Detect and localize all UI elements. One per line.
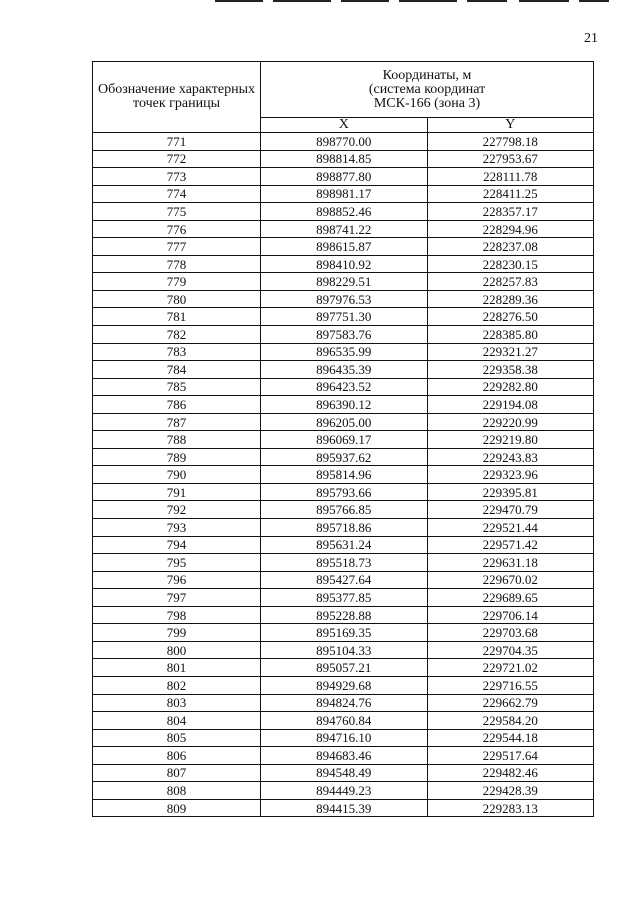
table-row xyxy=(93,290,594,308)
cell-y: 229194.08 xyxy=(427,396,594,414)
cell-x: 898814.85 xyxy=(261,150,428,168)
cell-x: 895718.86 xyxy=(261,519,428,537)
cell-y: 229706.14 xyxy=(427,606,594,624)
cell-x: 898410.92 xyxy=(261,255,428,273)
table-row xyxy=(93,694,594,712)
cell-point: 784 xyxy=(93,361,261,379)
cell-y: 229395.81 xyxy=(427,483,594,501)
cell-point: 804 xyxy=(93,712,261,730)
cell-y: 229662.79 xyxy=(427,694,594,712)
cell-x: 894929.68 xyxy=(261,676,428,694)
cell-y: 229631.18 xyxy=(427,554,594,572)
cell-y: 228276.50 xyxy=(427,308,594,326)
cell-point: 773 xyxy=(93,168,261,186)
table-row xyxy=(93,133,594,151)
cell-y: 229428.39 xyxy=(427,782,594,800)
cell-y: 228411.25 xyxy=(427,185,594,203)
cell-x: 894449.23 xyxy=(261,782,428,800)
cell-point: 797 xyxy=(93,589,261,607)
cell-y: 229584.20 xyxy=(427,712,594,730)
cell-y: 228294.96 xyxy=(427,220,594,238)
cell-point: 805 xyxy=(93,729,261,747)
cell-point: 778 xyxy=(93,255,261,273)
cell-point: 808 xyxy=(93,782,261,800)
cell-y: 227953.67 xyxy=(427,150,594,168)
table-row xyxy=(93,676,594,694)
table-row xyxy=(93,448,594,466)
table-row xyxy=(93,712,594,730)
cell-x: 898981.17 xyxy=(261,185,428,203)
coord-header-line2: (система координат xyxy=(368,81,486,97)
table-row xyxy=(93,501,594,519)
page-number: 21 xyxy=(584,31,598,46)
table-body xyxy=(93,133,594,817)
cell-y: 228289.36 xyxy=(427,290,594,308)
cell-x: 895814.96 xyxy=(261,466,428,484)
cell-x: 898615.87 xyxy=(261,238,428,256)
cell-y: 228237.08 xyxy=(427,238,594,256)
cell-x: 898852.46 xyxy=(261,203,428,221)
cell-point: 777 xyxy=(93,238,261,256)
table-row xyxy=(93,203,594,221)
cell-point: 796 xyxy=(93,571,261,589)
cell-x: 898229.51 xyxy=(261,273,428,291)
cell-point: 799 xyxy=(93,624,261,642)
cell-point: 787 xyxy=(93,413,261,431)
cell-point: 790 xyxy=(93,466,261,484)
cell-point: 793 xyxy=(93,519,261,537)
table-row xyxy=(93,729,594,747)
coord-header-line1: Координаты, м xyxy=(382,67,472,83)
cell-point: 801 xyxy=(93,659,261,677)
cell-point: 789 xyxy=(93,448,261,466)
coordinates-table xyxy=(92,61,594,817)
cell-x: 895057.21 xyxy=(261,659,428,677)
table-row xyxy=(93,747,594,765)
table-row xyxy=(93,255,594,273)
cell-y: 229689.65 xyxy=(427,589,594,607)
cell-y: 229721.02 xyxy=(427,659,594,677)
cell-x: 895631.24 xyxy=(261,536,428,554)
cell-x: 895228.88 xyxy=(261,606,428,624)
cell-point: 781 xyxy=(93,308,261,326)
cell-y: 229243.83 xyxy=(427,448,594,466)
cell-x: 897583.76 xyxy=(261,326,428,344)
cell-y: 229321.27 xyxy=(427,343,594,361)
cell-x: 897751.30 xyxy=(261,308,428,326)
top-scan-marks xyxy=(215,0,610,2)
cell-x: 895766.85 xyxy=(261,501,428,519)
table-row xyxy=(93,238,594,256)
point-column-header: Обозначение характерных точек границы xyxy=(93,62,261,133)
table-row xyxy=(93,782,594,800)
cell-y: 229517.64 xyxy=(427,747,594,765)
cell-x: 894548.49 xyxy=(261,764,428,782)
cell-y: 228111.78 xyxy=(427,168,594,186)
cell-point: 794 xyxy=(93,536,261,554)
cell-y: 229703.68 xyxy=(427,624,594,642)
table-row xyxy=(93,571,594,589)
cell-point: 806 xyxy=(93,747,261,765)
cell-x: 895937.62 xyxy=(261,448,428,466)
cell-point: 802 xyxy=(93,676,261,694)
cell-y: 229282.80 xyxy=(427,378,594,396)
cell-x: 895169.35 xyxy=(261,624,428,642)
cell-x: 895427.64 xyxy=(261,571,428,589)
cell-y: 229323.96 xyxy=(427,466,594,484)
table-row xyxy=(93,483,594,501)
table-row xyxy=(93,466,594,484)
cell-point: 771 xyxy=(93,133,261,151)
cell-point: 798 xyxy=(93,606,261,624)
table-row xyxy=(93,168,594,186)
table-row xyxy=(93,799,594,817)
cell-point: 803 xyxy=(93,694,261,712)
cell-point: 785 xyxy=(93,378,261,396)
table-row xyxy=(93,378,594,396)
cell-y: 229283.13 xyxy=(427,799,594,817)
table-row xyxy=(93,659,594,677)
cell-y: 228257.83 xyxy=(427,273,594,291)
cell-y: 229470.79 xyxy=(427,501,594,519)
x-column-header: X xyxy=(261,118,428,133)
cell-x: 895104.33 xyxy=(261,641,428,659)
table-row xyxy=(93,361,594,379)
cell-point: 774 xyxy=(93,185,261,203)
table-row xyxy=(93,431,594,449)
cell-x: 898877.80 xyxy=(261,168,428,186)
table-header-row xyxy=(93,62,594,118)
cell-x: 894760.84 xyxy=(261,712,428,730)
cell-x: 894415.39 xyxy=(261,799,428,817)
cell-y: 229358.38 xyxy=(427,361,594,379)
cell-y: 229521.44 xyxy=(427,519,594,537)
cell-x: 898741.22 xyxy=(261,220,428,238)
table-row xyxy=(93,536,594,554)
cell-point: 786 xyxy=(93,396,261,414)
cell-x: 894683.46 xyxy=(261,747,428,765)
table-row xyxy=(93,589,594,607)
cell-y: 228230.15 xyxy=(427,255,594,273)
table-row xyxy=(93,764,594,782)
table-row xyxy=(93,273,594,291)
cell-x: 896390.12 xyxy=(261,396,428,414)
table-row xyxy=(93,519,594,537)
cell-x: 894716.10 xyxy=(261,729,428,747)
cell-x: 896435.39 xyxy=(261,361,428,379)
cell-point: 783 xyxy=(93,343,261,361)
cell-point: 807 xyxy=(93,764,261,782)
cell-point: 775 xyxy=(93,203,261,221)
table-row xyxy=(93,413,594,431)
table-row xyxy=(93,185,594,203)
cell-point: 795 xyxy=(93,554,261,572)
cell-x: 897976.53 xyxy=(261,290,428,308)
table-row xyxy=(93,326,594,344)
table-row xyxy=(93,624,594,642)
table-row xyxy=(93,150,594,168)
table-row xyxy=(93,641,594,659)
cell-point: 772 xyxy=(93,150,261,168)
cell-x: 896205.00 xyxy=(261,413,428,431)
cell-y: 227798.18 xyxy=(427,133,594,151)
cell-x: 896423.52 xyxy=(261,378,428,396)
coord-header-line3: МСК-166 (зона 3) xyxy=(373,95,481,111)
cell-point: 788 xyxy=(93,431,261,449)
cell-point: 779 xyxy=(93,273,261,291)
cell-x: 898770.00 xyxy=(261,133,428,151)
cell-y: 228357.17 xyxy=(427,203,594,221)
table-row xyxy=(93,554,594,572)
cell-y: 228385.80 xyxy=(427,326,594,344)
cell-point: 792 xyxy=(93,501,261,519)
cell-y: 229716.55 xyxy=(427,676,594,694)
cell-x: 894824.76 xyxy=(261,694,428,712)
cell-point: 780 xyxy=(93,290,261,308)
cell-y: 229571.42 xyxy=(427,536,594,554)
y-column-header: Y xyxy=(427,118,594,133)
coordinates-column-header xyxy=(261,62,594,118)
cell-point: 800 xyxy=(93,641,261,659)
cell-x: 896535.99 xyxy=(261,343,428,361)
table-row xyxy=(93,606,594,624)
cell-point: 782 xyxy=(93,326,261,344)
cell-point: 809 xyxy=(93,799,261,817)
cell-y: 229220.99 xyxy=(427,413,594,431)
cell-y: 229482.46 xyxy=(427,764,594,782)
cell-x: 896069.17 xyxy=(261,431,428,449)
table-row xyxy=(93,308,594,326)
cell-x: 895518.73 xyxy=(261,554,428,572)
cell-point: 791 xyxy=(93,483,261,501)
cell-x: 895793.66 xyxy=(261,483,428,501)
cell-x: 895377.85 xyxy=(261,589,428,607)
cell-y: 229219.80 xyxy=(427,431,594,449)
table-row xyxy=(93,343,594,361)
cell-y: 229670.02 xyxy=(427,571,594,589)
cell-y: 229544.18 xyxy=(427,729,594,747)
table-row xyxy=(93,220,594,238)
cell-point: 776 xyxy=(93,220,261,238)
table-row xyxy=(93,396,594,414)
cell-y: 229704.35 xyxy=(427,641,594,659)
